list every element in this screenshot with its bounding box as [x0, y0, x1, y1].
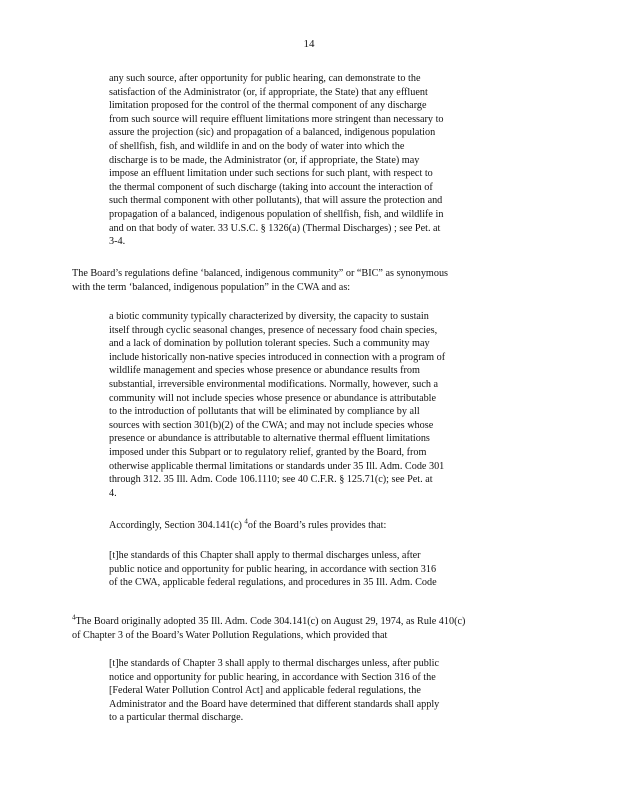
quote-line: itself through cyclic seasonal changes, presence of necessary food chain species,: [109, 324, 438, 336]
quote-line: through 312. 35 Ill. Adm. Code 106.1110; see 40 C.F.R. § 125.71(c); see Pet. at: [109, 474, 433, 486]
quote-line: any such source, after opportunity for public hearing, can demonstrate to the: [109, 73, 421, 84]
quote-line: [t]he standards of this Chapter shall apply to thermal discharges unless, after: [109, 550, 421, 561]
paragraph-text: Accordingly, Section 304.141(c): [109, 520, 245, 531]
quote-line: impose an effluent limitation under such sections for such plant, with respect to: [109, 168, 433, 180]
quote-line: 3-4.: [109, 236, 126, 248]
quote-line: wildlife management and species whose presence or abundance results from: [109, 365, 420, 377]
footnote-text: The Board originally adopted 35 Ill. Adm. Code 304.141(c) on August 29, 1974, as Rule 410(c): [75, 616, 466, 627]
quote-line: the thermal component of such discharge (taking into account the interaction of: [109, 181, 433, 193]
quote-line: imposed under this Subpart or to regulatory relief, granted by the Board, from: [109, 446, 427, 458]
quote-line: sources with section 301(b)(2) of the CWA; and may not include species whose: [109, 419, 434, 431]
quote-line: satisfaction of the Administrator (or, if appropriate, the State) that any effluent: [109, 86, 428, 98]
quote-line: [Federal Water Pollution Control Act] and applicable federal regulations, the: [109, 685, 421, 697]
quote-line: of shellfish, fish, and wildlife in and on the body of water into which the: [109, 140, 405, 152]
footnote-line: of Chapter 3 of the Board’s Water Pollution Regulations, which provided that: [72, 629, 388, 641]
footnote: [72, 615, 465, 642]
footnote-number: 4: [72, 613, 76, 622]
quote-line: include historically non-native species introduced in connection with a program of: [109, 351, 446, 363]
quote-line: Administrator and the Board have determined that different standards shall apply: [109, 698, 440, 710]
paragraph-line: The Board’s regulations define ‘balanced, indigenous community” or “BIC” as synonymous: [72, 268, 449, 279]
section-304-intro: [109, 519, 386, 533]
page-number: 14: [303, 38, 315, 50]
bic-definition-quote: [109, 310, 445, 500]
rule-410c-quote: [109, 657, 439, 725]
footnote-line: [72, 615, 465, 629]
quote-line: community will not include species whose presence or abundance is attributable: [109, 392, 437, 404]
quote-line: [t]he standards of Chapter 3 shall apply to thermal discharges unless, after public: [109, 658, 439, 669]
quote-line: discharge is to be made, the Administrator (or, if appropriate, the State) may: [109, 154, 420, 166]
quote-line: limitation proposed for the control of the thermal component of any discharge: [109, 100, 427, 112]
quote-line: propagation of a balanced, indigenous population of shellfish, fish, and wildlife in: [109, 208, 444, 220]
quote-line: and a lack of domination by pollution tolerant species. Such a community may: [109, 338, 430, 350]
quote-line: from such source will require effluent limitations more stringent than necessary to: [109, 113, 444, 125]
statute-quote: [109, 72, 444, 249]
quote-line: to a particular thermal discharge.: [109, 712, 244, 724]
paragraph-line: [109, 519, 386, 533]
quote-line: of the CWA, applicable federal regulations, and procedures in 35 Ill. Adm. Code: [109, 577, 437, 589]
quote-line: assure the projection (sic) and propagation of a balanced, indigenous population: [109, 127, 436, 139]
quote-line: a biotic community typically characterized by diversity, the capacity to sustain: [109, 311, 429, 322]
quote-line: substantial, irreversible environmental modifications. Normally, however, such a: [109, 378, 439, 390]
quote-line: otherwise applicable thermal limitations or standards under 35 Ill. Adm. Code 301: [109, 460, 445, 472]
quote-line: to the introduction of pollutants that will be eliminated by compliance by all: [109, 406, 420, 418]
quote-line: such thermal component with other pollutants), that will assure the protection and: [109, 195, 443, 207]
bic-definition-intro: [72, 267, 448, 294]
footnote-reference[interactable]: 4: [244, 517, 248, 526]
paragraph-line: with the term ‘balanced, indigenous population” in the CWA and as:: [72, 281, 351, 293]
quote-line: presence or abundance is attributable to alternative thermal effluent limitations: [109, 433, 430, 445]
section-304-quote: [109, 549, 437, 590]
quote-line: notice and opportunity for public hearing, in accordance with Section 316 of the: [109, 671, 436, 683]
paragraph-text: of the Board’s rules provides that:: [247, 520, 387, 531]
quote-line: public notice and opportunity for public hearing, in accordance with section 316: [109, 563, 437, 575]
quote-line: and on that body of water. 33 U.S.C. § 1326(a) (Thermal Discharges) ; see Pet. at: [109, 222, 441, 234]
quote-line: 4.: [109, 487, 117, 499]
